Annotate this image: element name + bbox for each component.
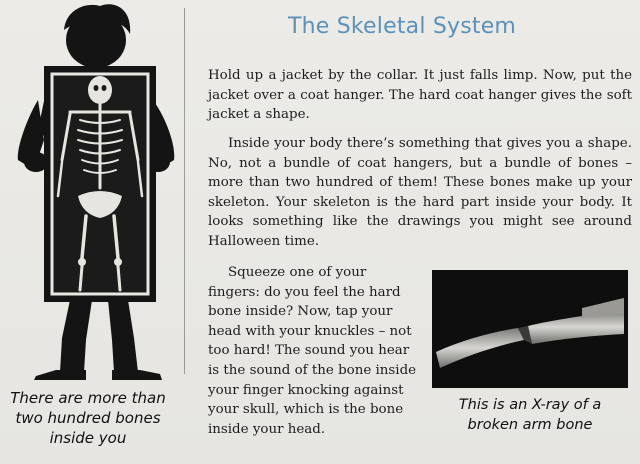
paragraph-3-text: Squeeze one of your fingers: do you feel the hard bone inside? Now, tap your head with your knuckles – not too hard! The sound you hear is the sound of the bone inside your finger knocking against your skull, which is the bone inside your head. [208, 265, 417, 437]
paragraph-1: Hold up a jacket by the collar. It just falls limp. Now, put the jacket over a coat hanger. The hard coat hanger gives the soft jacket a shape. [208, 68, 632, 123]
xray-image [432, 270, 628, 388]
paragraph-2: Inside your body there’s something that gives you a shape. No, not a bundle of coat hangers, but a bundle of bones – more than two hundred of them! These bones make up your skeleton. Your skeleton is the hard part inside your body. It looks something like the drawings you might see around Halloween time. [208, 136, 632, 249]
left-caption: There are more than two hundred bones inside you [10, 389, 166, 447]
arm-bone [436, 298, 624, 368]
skeleton-illustration [0, 0, 184, 380]
paragraph-3 [208, 263, 420, 439]
column-divider [184, 8, 185, 374]
right-caption: This is an X-ray of a broken arm bone [458, 397, 602, 433]
page-title: The Skeletal System [288, 14, 517, 39]
